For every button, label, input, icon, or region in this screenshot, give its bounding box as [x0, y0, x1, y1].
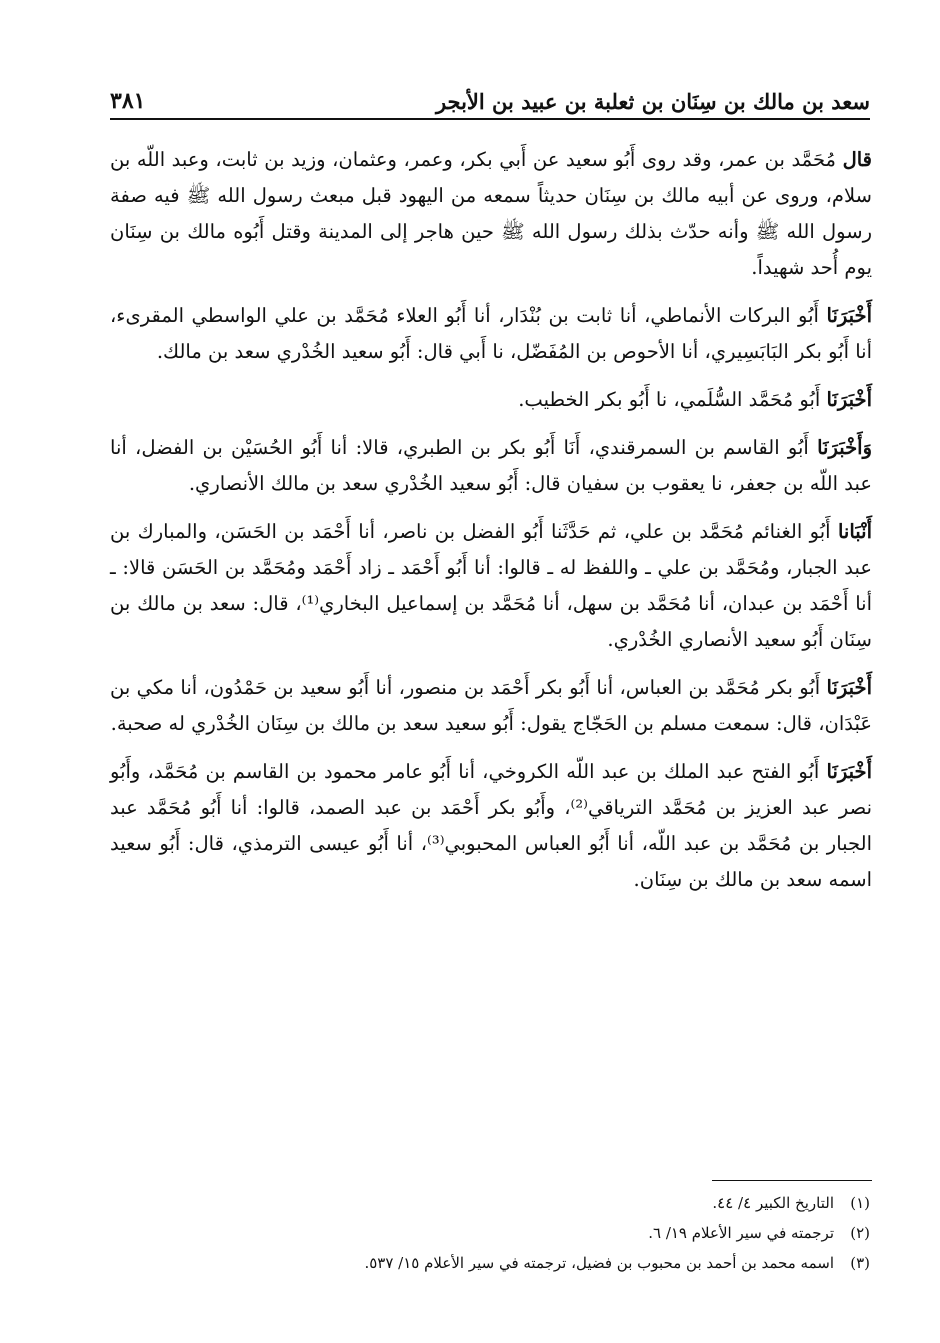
paragraph-lead: أَنْبَانا — [837, 520, 872, 543]
footnote — [110, 1218, 870, 1248]
footnote — [110, 1188, 870, 1218]
page-header — [110, 78, 870, 120]
footnote-number: (٣) — [850, 1254, 870, 1272]
paragraph-lead: وَأَخْبَرَنَا — [817, 436, 872, 459]
paragraph-lead: أَخْبَرَنَا — [826, 676, 872, 699]
paragraph — [110, 670, 872, 742]
main-text — [110, 142, 872, 910]
paragraph — [110, 298, 872, 370]
footnote-number: (١) — [850, 1194, 870, 1212]
paragraph-text: أَبُو مُحَمَّد السُّلَمي، نا أَبُو بكر الخطيب. — [518, 388, 827, 411]
running-title: سعد بن مالك بن سِنَان بن ثعلبة بن عبيد بن الأبجر — [435, 89, 870, 114]
paragraph-lead: قال — [842, 148, 872, 171]
paragraph-lead: أَخْبَرَنَا — [826, 304, 872, 327]
footnote-number: (٢) — [850, 1224, 870, 1242]
paragraph-text: أَبُو البركات الأنماطي، أنا ثابت بن بُنْدَار، أنا أَبُو العلاء مُحَمَّد بن علي الواسطي المقرىء، أنا أَبُو بكر البَابَسِيري، أنا الأحوص بن المُفَضّل، نا أَبي قال: أَبُو سعيد الخُدْري سعد بن مالك. — [110, 304, 872, 363]
paragraph-lead: أَخْبَرَنَا — [826, 760, 872, 783]
paragraph-text: مُحَمَّد بن عمر، وقد روى أَبُو سعيد عن أَبي بكر، وعمر، وعثمان، وزيد بن ثابت، وعبد اللّه بن سلام، وروى عن أبيه مالك بن سِنَان حديثاً سمعه من اليهود قبل مبعث رسول الله ﷺ فيه صفة رسول الله ﷺ وأنه حدّث بذلك رسول الله ﷺ حين هاجر إلى المدينة وقتل أَبُوه مالك بن سِنَان يوم أُحد شهيداً. — [110, 148, 872, 279]
paragraph — [110, 142, 872, 286]
footnote-text: التاريخ الكبير ٤/ ٤٤. — [712, 1194, 834, 1212]
paragraph-text: أَبُو الغنائم مُحَمَّد بن علي، ثم حَدَّثَنا أَبُو الفضل بن ناصر، أنا أَحْمَد بن الحَسَن، والمبارك بن عبد الجبار، ومُحَمَّد بن علي ـ واللفظ له ـ قالوا: أنا أَبُو أَحْمَد ـ زاد أَحْمَد ومُحَمَّد بن الحَسَن قالا: ـ أنا أَحْمَد بن عبدان، أنا مُحَمَّد بن سهل، أنا مُحَمَّد بن إسماعيل البخاري⁽¹⁾، قال: سعد بن مالك بن سِنَان أَبُو سعيد الأنصاري الخُدْري. — [110, 520, 872, 651]
paragraph-lead: أَخْبَرَنَا — [826, 388, 872, 411]
paragraph — [110, 514, 872, 658]
paragraph-text: أَبُو الفتح عبد الملك بن عبد اللّه الكروخي، أنا أَبُو عامر محمود بن القاسم بن مُحَمَّد، وأَبُو نصر عبد العزيز بن مُحَمَّد الترياقي⁽²⁾، وأَبُو بكر أَحْمَد بن عبد الصمد، قالوا: أنا أَبُو مُحَمَّد عبد الجبار بن مُحَمَّد بن عبد اللّه، أنا أَبُو العباس المحبوبي⁽³⁾، أنا أَبُو عيسى الترمذي، قال: أَبُو سعيد اسمه سعد بن مالك بن سِنَان. — [110, 760, 872, 891]
page-number: ٣٨١ — [110, 88, 146, 114]
paragraph — [110, 430, 872, 502]
paragraph — [110, 382, 872, 418]
paragraph-text: أَبُو بكر مُحَمَّد بن العباس، أنا أَبُو بكر أَحْمَد بن منصور، أنا أَبُو سعيد بن حَمْدُون، أنا مكي بن عَبْدَان، قال: سمعت مسلم بن الحَجّاج يقول: أَبُو سعيد سعد بن مالك بن سِنَان الخُدْري له صحبة. — [110, 676, 872, 735]
footnote — [110, 1248, 870, 1278]
footnote-text: اسمه محمد بن أحمد بن محبوب بن فضيل، ترجمته في سير الأعلام ١٥/ ٥٣٧. — [364, 1254, 834, 1272]
footnotes — [110, 1188, 870, 1278]
footnote-divider — [712, 1180, 872, 1181]
footnote-text: ترجمته في سير الأعلام ١٩/ ٦. — [648, 1224, 834, 1242]
paragraph — [110, 754, 872, 898]
paragraph-text: أَبُو القاسم بن السمرقندي، أَنَا أَبُو بكر بن الطبري، قالا: أنا أَبُو الحُسَيْن بن الفضل، أنا عبد اللّه بن جعفر، نا يعقوب بن سفيان قال: أَبُو سعيد الخُدْري سعد بن مالك الأنصاري. — [110, 436, 872, 495]
